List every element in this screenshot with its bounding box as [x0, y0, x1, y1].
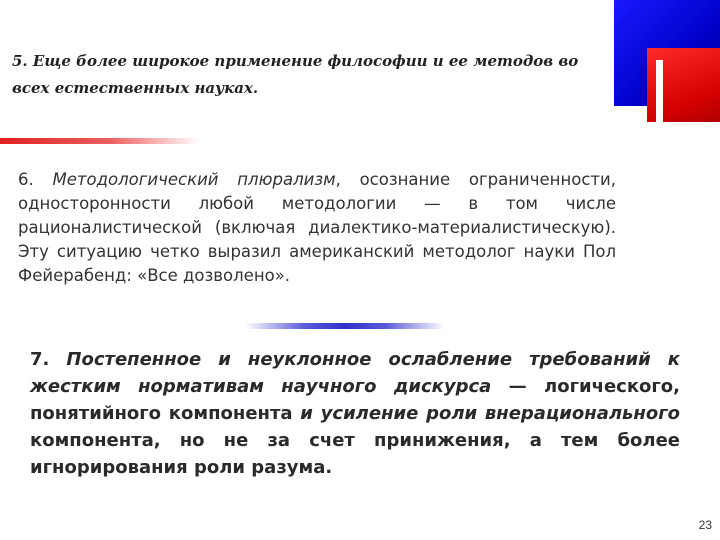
red-divider: [0, 138, 200, 144]
item-6-text: , осознание ограниченности, односторонности любой методологии — в том числе рационалистической (включая диалектико-материалистическую). Эту ситуацию четко выразил американский методолог науки Пол Фейерабенд: «Все дозволено».: [18, 170, 616, 285]
item-6-number: 6.: [18, 170, 34, 189]
item-7-italic-1: Постепенное и неуклонное ослабление требований к жестким нормативам научного дискурса: [30, 349, 680, 397]
item-7-italic-2: и усиление роли внерационального: [300, 403, 680, 424]
item-5-number: 5.: [12, 52, 28, 70]
item-6-term: Методологический плюрализм: [52, 170, 336, 189]
blue-divider: [245, 323, 445, 329]
item-5-text: Еще более широкое применение философии и ее методов во всех естественных науках.: [12, 52, 579, 97]
item-7-plain-1: — логического, понятийного компонента: [30, 376, 681, 424]
item-6-paragraph: [18, 168, 616, 288]
decorative-white-bar: [656, 60, 663, 122]
item-7-plain-2: компонента, но не за счет принижения, а тем более игнорирования роли разума.: [30, 430, 680, 478]
page-number: 23: [698, 518, 712, 532]
item-7-paragraph: [30, 346, 680, 481]
item-7-number: 7.: [30, 349, 50, 370]
item-5-paragraph: [12, 48, 602, 102]
